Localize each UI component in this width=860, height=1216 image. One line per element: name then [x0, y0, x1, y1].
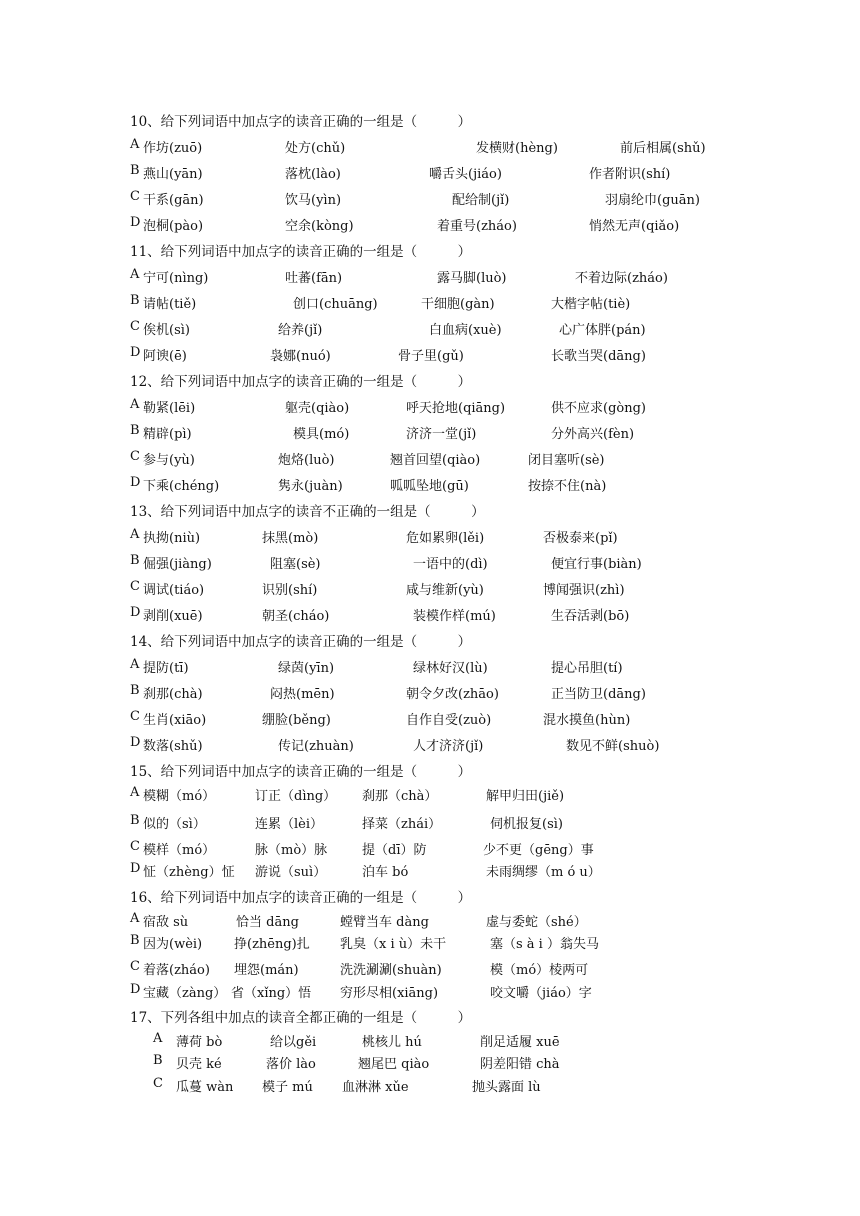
option-item: 隽永(juàn) [278, 479, 343, 494]
option-item: 游说（suì） [255, 865, 327, 880]
option-label: D [130, 345, 141, 360]
option-row [130, 605, 830, 625]
option-item: 骨子里(gǔ) [398, 349, 464, 364]
option-item: 一语中的(dì) [413, 557, 488, 572]
option-item: 伺机报复(sì) [490, 817, 563, 832]
option-item: 泊车 bó [362, 865, 409, 880]
option-item: 泡桐(pào) [143, 219, 204, 234]
option-item: 空余(kòng) [285, 219, 354, 234]
option-label: C [130, 189, 140, 204]
option-item: 朝令夕改(zhāo) [406, 687, 499, 702]
option-item: 塞（s à i ）翁失马 [490, 937, 599, 952]
option-item: 脉（mò）脉 [255, 843, 328, 858]
option-row [130, 319, 830, 339]
option-row [130, 982, 830, 1002]
option-row [130, 839, 830, 859]
option-item: 模糊（mó） [143, 789, 216, 804]
option-item: 配给制(jǐ) [452, 193, 510, 208]
option-item: 翘尾巴 qiào [358, 1057, 430, 1072]
option-item: 绿林好汉(lù) [413, 661, 488, 676]
question-13-title: 13、给下列词语中加点字的读音不正确的一组是（ ） [130, 504, 485, 520]
option-item: 燕山(yān) [143, 167, 203, 182]
option-label: C [130, 709, 140, 724]
option-row [130, 657, 830, 677]
option-label: B [130, 423, 140, 438]
option-item: 择菜（zhái） [362, 817, 442, 832]
option-row [130, 345, 830, 365]
option-item: 俟机(sì) [143, 323, 190, 338]
option-item: 乳臭（x i ù）未干 [340, 937, 447, 952]
option-item: 前后相属(shǔ) [620, 141, 706, 156]
option-label: B [130, 933, 140, 948]
option-item: 供不应求(gòng) [551, 401, 646, 416]
option-label: A [130, 657, 140, 672]
option-item: 呼天抢地(qiāng) [406, 401, 506, 416]
option-item: 炮烙(luò) [278, 453, 335, 468]
option-item: 发横财(hèng) [476, 141, 558, 156]
option-item: 宁可(nìng) [143, 271, 209, 286]
option-row [130, 959, 830, 979]
option-item: 宿敌 sù [143, 915, 189, 930]
option-item: 穷形尽相(xiāng) [340, 986, 439, 1001]
option-item: 闷热(mēn) [270, 687, 335, 702]
question-14-title: 14、给下列词语中加点字的读音正确的一组是（ ） [130, 634, 472, 650]
option-item: 博闻强识(zhì) [543, 583, 625, 598]
option-item: 模子 mú [262, 1080, 313, 1095]
option-item: 倔强(jiàng) [143, 557, 212, 572]
option-item: 桃核儿 hú [362, 1035, 422, 1050]
option-item: 削足适履 xuē [480, 1035, 560, 1050]
option-item: 数见不鲜(shuò) [566, 739, 660, 754]
option-item: 阴差阳错 chà [480, 1057, 560, 1072]
option-item: 精辟(pì) [143, 427, 192, 442]
option-item: 呱呱坠地(gū) [390, 479, 469, 494]
option-item: 大楷字帖(tiè) [551, 297, 631, 312]
option-item: 绷脸(běng) [262, 713, 331, 728]
option-item: 干系(gān) [143, 193, 204, 208]
option-item: 勒紧(lēi) [143, 401, 196, 416]
option-row [153, 1076, 853, 1096]
option-item: 落枕(lào) [285, 167, 341, 182]
option-item: 剥削(xuē) [143, 609, 203, 624]
option-label: C [130, 839, 140, 854]
option-item: 着重号(zháo) [437, 219, 517, 234]
option-item: 少不更（gēng）事 [483, 843, 594, 858]
option-item: 便宜行事(biàn) [551, 557, 642, 572]
option-label: D [130, 605, 141, 620]
option-label: D [130, 475, 141, 490]
question-12-title: 12、给下列词语中加点字的读音正确的一组是（ ） [130, 374, 472, 390]
option-item: 作者附识(shí) [589, 167, 671, 182]
option-label: D [130, 215, 141, 230]
option-item: 省（xǐng）悟 [231, 986, 312, 1001]
option-item: 埋怨(mán) [234, 963, 299, 978]
option-item: 模具(mó) [293, 427, 350, 442]
question-16-title: 16、给下列词语中加点字的读音正确的一组是（ ） [130, 890, 472, 906]
option-label: A [153, 1031, 163, 1046]
option-row [130, 553, 830, 573]
option-item: 数落(shǔ) [143, 739, 203, 754]
option-item: 生吞活剥(bō) [551, 609, 630, 624]
option-item: 心广体胖(pán) [559, 323, 646, 338]
option-label: B [130, 553, 140, 568]
option-label: C [153, 1076, 163, 1091]
option-item: 朝圣(cháo) [262, 609, 330, 624]
option-label: A [130, 137, 140, 152]
option-item: 闭目塞听(sè) [528, 453, 605, 468]
question-17-title: 17、下列各组中加点的读音全都正确的一组是（ ） [130, 1010, 472, 1026]
option-item: 刹那（chà） [362, 789, 438, 804]
option-item: 挣(zhēng)扎 [234, 937, 310, 952]
option-item: 识别(shí) [262, 583, 318, 598]
option-item: 似的（sì） [143, 817, 206, 832]
option-row [130, 293, 830, 313]
option-item: 传记(zhuàn) [278, 739, 354, 754]
option-item: 咸与维新(yù) [406, 583, 484, 598]
option-item: 怔（zhèng）怔 [143, 865, 235, 880]
option-label: D [130, 861, 141, 876]
option-label: A [130, 527, 140, 542]
option-item: 混水摸鱼(hùn) [543, 713, 631, 728]
option-item: 瓜蔓 wàn [176, 1080, 234, 1095]
option-row [153, 1053, 853, 1073]
option-item: 咬文嚼（jiáo）字 [490, 986, 592, 1001]
option-item: 创口(chuāng) [293, 297, 378, 312]
option-row [130, 933, 830, 953]
option-item: 宝藏（zàng） [143, 986, 227, 1001]
option-label: D [130, 735, 141, 750]
option-item: 调试(tiáo) [143, 583, 205, 598]
question-15-title: 15、给下列词语中加点字的读音正确的一组是（ ） [130, 764, 472, 780]
option-label: B [130, 683, 140, 698]
option-item: 订正（dìng） [255, 789, 337, 804]
option-row [153, 1031, 853, 1051]
option-item: 长歌当哭(dāng) [551, 349, 646, 364]
option-row [130, 911, 830, 931]
option-row [130, 267, 830, 287]
option-row [130, 137, 830, 157]
option-item: 危如累卵(lěi) [406, 531, 485, 546]
option-label: A [130, 911, 140, 926]
option-item: 自作自受(zuò) [406, 713, 492, 728]
option-row [130, 683, 830, 703]
option-row [130, 189, 830, 209]
option-row [130, 735, 830, 755]
option-item: 露马脚(luò) [437, 271, 507, 286]
option-item: 作坊(zuō) [143, 141, 203, 156]
option-item: 装模作样(mú) [413, 609, 496, 624]
option-label: B [130, 293, 140, 308]
option-item: 因为(wèi) [143, 937, 203, 952]
option-item: 螳臂当车 dàng [340, 915, 429, 930]
option-item: 虚与委蛇（shé） [486, 915, 587, 930]
option-item: 袅娜(nuó) [270, 349, 331, 364]
option-item: 请帖(tiě) [143, 297, 197, 312]
option-item: 提心吊胆(tí) [551, 661, 623, 676]
option-label: A [130, 397, 140, 412]
option-item: 洗洗涮涮(shuàn) [340, 963, 442, 978]
option-label: B [153, 1053, 163, 1068]
option-item: 羽扇纶巾(guān) [605, 193, 700, 208]
option-item: 血淋淋 xǔe [342, 1080, 409, 1095]
option-item: 参与(yù) [143, 453, 195, 468]
option-item: 饮马(yìn) [285, 193, 342, 208]
option-row [130, 579, 830, 599]
option-item: 正当防卫(dāng) [551, 687, 646, 702]
option-item: 分外高兴(fèn) [551, 427, 635, 442]
option-item: 模样（mó） [143, 843, 216, 858]
option-item: 下乘(chéng) [143, 479, 220, 494]
option-label: C [130, 579, 140, 594]
option-item: 刹那(chà) [143, 687, 203, 702]
option-item: 贝壳 ké [176, 1057, 222, 1072]
option-item: 生肖(xiāo) [143, 713, 207, 728]
option-item: 济济一堂(jǐ) [406, 427, 477, 442]
option-item: 薄荷 bò [176, 1035, 223, 1050]
option-label: A [130, 785, 140, 800]
question-11-title: 11、给下列词语中加点字的读音正确的一组是（ ） [130, 244, 472, 260]
option-item: 悄然无声(qiǎo) [589, 219, 680, 234]
option-item: 吐蕃(fān) [285, 271, 343, 286]
option-item: 干细胞(gàn) [421, 297, 495, 312]
option-item: 翘首回望(qiào) [390, 453, 481, 468]
option-item: 绿茵(yīn) [278, 661, 335, 676]
option-label: B [130, 163, 140, 178]
option-item: 白血病(xuè) [429, 323, 502, 338]
option-row [130, 449, 830, 469]
option-item: 未雨绸缪（m ó u） [486, 865, 601, 880]
option-item: 落价 lào [266, 1057, 316, 1072]
option-item: 抹黑(mò) [262, 531, 319, 546]
option-label: C [130, 449, 140, 464]
option-item: 阿谀(ē) [143, 349, 187, 364]
option-item: 连累（lèi） [255, 817, 324, 832]
option-label: B [130, 813, 140, 828]
option-label: A [130, 267, 140, 282]
option-row [130, 527, 830, 547]
option-item: 提（dī）防 [362, 843, 427, 858]
option-label: D [130, 982, 141, 997]
option-item: 按捺不住(nà) [528, 479, 607, 494]
option-item: 不着边际(zháo) [575, 271, 668, 286]
option-row [130, 163, 830, 183]
option-item: 给以gěi [270, 1035, 317, 1050]
option-item: 人才济济(jǐ) [413, 739, 484, 754]
option-item: 抛头露面 lù [472, 1080, 541, 1095]
option-item: 解甲归田(jiě) [486, 789, 565, 804]
option-row [130, 475, 830, 495]
option-item: 给养(jǐ) [278, 323, 323, 338]
option-item: 模（mó）棱两可 [490, 963, 589, 978]
option-row [130, 813, 830, 833]
option-row [130, 423, 830, 443]
option-item: 躯壳(qiào) [285, 401, 350, 416]
option-row [130, 397, 830, 417]
option-row [130, 861, 830, 881]
option-item: 提防(tī) [143, 661, 189, 676]
option-row [130, 785, 830, 805]
option-item: 着落(zháo) [143, 963, 210, 978]
option-label: C [130, 319, 140, 334]
option-item: 执拗(niù) [143, 531, 201, 546]
option-row [130, 215, 830, 235]
question-10-title: 10、给下列词语中加点字的读音正确的一组是（ ） [130, 114, 472, 130]
option-item: 嚼舌头(jiáo) [429, 167, 502, 182]
option-label: C [130, 959, 140, 974]
option-row [130, 709, 830, 729]
option-item: 处方(chǔ) [285, 141, 346, 156]
option-item: 阻塞(sè) [270, 557, 321, 572]
option-item: 恰当 dāng [236, 915, 299, 930]
option-item: 否极泰来(pǐ) [543, 531, 618, 546]
